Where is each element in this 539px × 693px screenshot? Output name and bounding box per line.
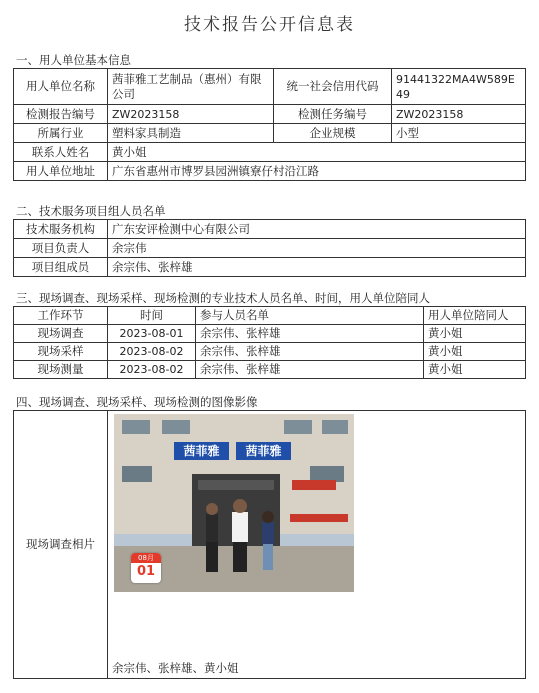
table-row — [14, 239, 526, 258]
header-step: 工作环节 — [14, 307, 108, 325]
label-industry: 所属行业 — [14, 124, 108, 143]
cell-escort: 黄小姐 — [424, 325, 526, 343]
value-industry: 塑料家具制造 — [108, 124, 274, 143]
value-leader: 余宗伟 — [108, 239, 526, 258]
cell-step: 现场采样 — [14, 343, 108, 361]
value-report-no: ZW2023158 — [108, 105, 274, 124]
section2-heading: 二、技术服务项目组人员名单 — [16, 204, 166, 218]
label-photo: 现场调查相片 — [14, 411, 108, 679]
cell-step: 现场测量 — [14, 361, 108, 379]
table-row — [14, 343, 526, 361]
calendar-icon — [131, 553, 161, 583]
cell-date: 2023-08-02 — [108, 361, 196, 379]
value-company-name: 茜菲雅工艺制品（惠州）有限公司 — [108, 69, 274, 105]
site-photo — [114, 414, 354, 592]
value-credit-code: 91441322MA4W589E49 — [392, 69, 526, 105]
schedule-table — [13, 306, 526, 379]
label-report-no: 检测报告编号 — [14, 105, 108, 124]
sign-left: 茜菲雅 — [183, 444, 220, 458]
value-members: 余宗伟、张梓雄 — [108, 258, 526, 277]
cell-escort: 黄小姐 — [424, 361, 526, 379]
image-table — [13, 410, 526, 679]
label-leader: 项目负责人 — [14, 239, 108, 258]
photo-caption: 余宗伟、张梓雄、黄小姐 — [112, 661, 239, 675]
table-row — [14, 361, 526, 379]
table-row — [14, 69, 526, 105]
value-scale: 小型 — [392, 124, 526, 143]
value-task-no: ZW2023158 — [392, 105, 526, 124]
header-escort: 用人单位陪同人 — [424, 307, 526, 325]
table-row — [14, 411, 526, 679]
table-row — [14, 162, 526, 181]
table-header-row — [14, 307, 526, 325]
calendar-day: 01 — [136, 564, 156, 579]
value-contact: 黄小姐 — [108, 143, 526, 162]
value-address: 广东省惠州市博罗县园洲镇寮仔村沿江路 — [108, 162, 526, 181]
photo-cell — [108, 411, 526, 679]
label-credit-code: 统一社会信用代码 — [274, 69, 392, 105]
cell-staff: 余宗伟、张梓雄 — [196, 325, 424, 343]
team-table — [13, 219, 526, 277]
section4-heading: 四、现场调查、现场采样、现场检测的图像影像 — [16, 395, 258, 409]
cell-staff: 余宗伟、张梓雄 — [196, 343, 424, 361]
table-row — [14, 258, 526, 277]
label-company-name: 用人单位名称 — [14, 69, 108, 105]
cell-staff: 余宗伟、张梓雄 — [196, 361, 424, 379]
cell-date: 2023-08-02 — [108, 343, 196, 361]
label-scale: 企业规模 — [274, 124, 392, 143]
header-staff: 参与人员名单 — [196, 307, 424, 325]
section1-heading: 一、用人单位基本信息 — [16, 53, 131, 67]
table-row — [14, 105, 526, 124]
basic-info-table — [13, 68, 526, 181]
label-address: 用人单位地址 — [14, 162, 108, 181]
sign-right: 茜菲雅 — [245, 444, 282, 458]
table-row — [14, 124, 526, 143]
value-agency: 广东安评检测中心有限公司 — [108, 220, 526, 239]
page-title: 技术报告公开信息表 — [184, 15, 355, 35]
cell-escort: 黄小姐 — [424, 343, 526, 361]
calendar-month: 08月 — [131, 553, 161, 563]
label-task-no: 检测任务编号 — [274, 105, 392, 124]
header-date: 时间 — [108, 307, 196, 325]
cell-date: 2023-08-01 — [108, 325, 196, 343]
table-row — [14, 325, 526, 343]
label-agency: 技术服务机构 — [14, 220, 108, 239]
table-row — [14, 220, 526, 239]
section3-heading: 三、现场调查、现场采样、现场检测的专业技术人员名单、时间，用人单位陪同人 — [16, 291, 430, 305]
label-contact: 联系人姓名 — [14, 143, 108, 162]
table-row — [14, 143, 526, 162]
cell-step: 现场调查 — [14, 325, 108, 343]
label-members: 项目组成员 — [14, 258, 108, 277]
